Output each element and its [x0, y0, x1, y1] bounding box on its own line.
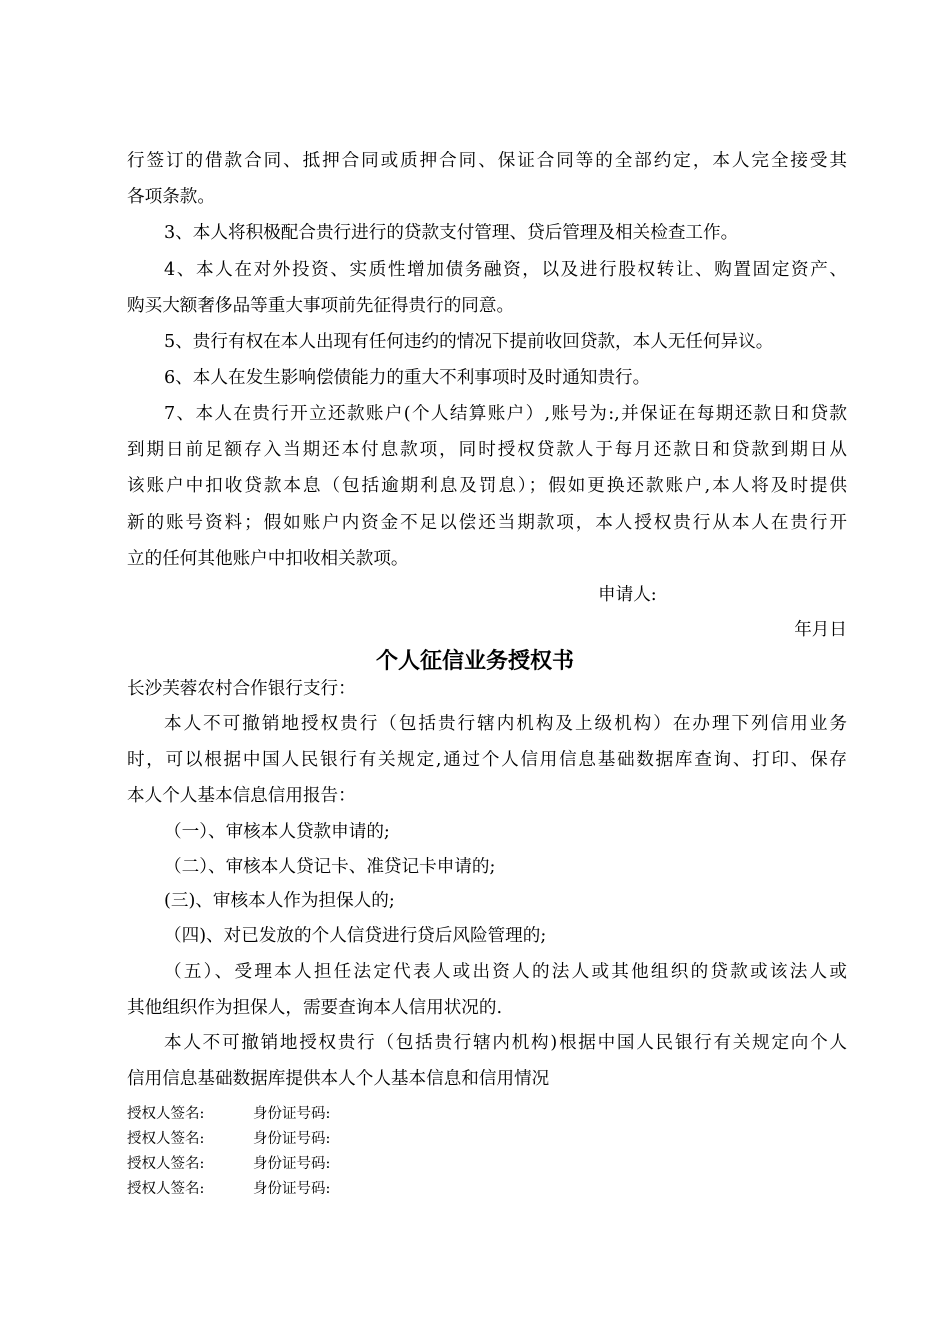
signature-id-label: 身份证号码: [253, 1131, 331, 1147]
auth-closing: 本人不可撤销地授权贵行（包括贵行辖内机构)根据中国人民银行有关规定向个人 [164, 1033, 847, 1053]
continuation-line: 各项条款。 [127, 187, 215, 207]
signature-row [127, 1180, 330, 1198]
continuation-line: 行签订的借款合同、抵押合同或质押合同、保证合同等的全部约定，本人完全接受其 [127, 151, 847, 171]
commitment-item-5: 5、贵行有权在本人出现有任何违约的情况下提前收回贷款，本人无任何异议。 [164, 332, 774, 352]
commitment-item-6: 6、本人在发生影响偿债能力的重大不利事项时及时通知贵行。 [164, 368, 651, 388]
signature-row [127, 1105, 330, 1123]
signature-row [127, 1155, 330, 1173]
auth-title: 个人征信业务授权书 [375, 649, 574, 674]
auth-clause-2: （二）、审核本人贷记卡、准贷记卡申请的; [164, 857, 496, 877]
commitment-item-7-cont: 该账户中扣收贷款本息（包括逾期利息及罚息）；假如更换还款账户,本人将及时提供 [127, 476, 847, 496]
commitment-item-4: 4、本人在对外投资、实质性增加债务融资，以及进行股权转让、购置固定资产、 [164, 260, 847, 280]
auth-closing-cont: 信用信息基础数据库提供本人个人基本信息和信用情况 [127, 1069, 550, 1089]
auth-clause-4: （四)、对已发放的个人信贷进行贷后风险管理的; [164, 926, 547, 946]
auth-intro-cont: 时，可以根据中国人民银行有关规定,通过个人信用信息基础数据库查询、打印、保存 [127, 750, 847, 770]
applicant-label: 申请人: [598, 585, 657, 605]
auth-clause-5-cont: 其他组织作为担保人，需要查询本人信用状况的. [127, 998, 503, 1018]
signature-row [127, 1130, 330, 1148]
commitment-item-7-cont: 新的账号资料；假如账户内资金不足以偿还当期款项，本人授权贵行从本人在贵行开 [127, 513, 847, 533]
signature-name-label: 授权人签名: [127, 1181, 205, 1197]
signature-name-label: 授权人签名: [127, 1131, 205, 1147]
commitment-item-7-cont: 到期日前足额存入当期还本付息款项，同时授权贷款人于每月还款日和贷款到期日从 [127, 440, 847, 460]
commitment-item-3: 3、本人将积极配合贵行进行的贷款支付管理、贷后管理及相关检查工作。 [164, 223, 739, 243]
addressee: 长沙芙蓉农村合作银行支行： [127, 679, 356, 699]
date-label: 年月日 [794, 620, 847, 640]
auth-intro-cont: 本人个人基本信息信用报告： [127, 786, 356, 806]
auth-intro: 本人不可撤销地授权贵行（包括贵行辖内机构及上级机构）在办理下列信用业务 [164, 714, 847, 734]
auth-clause-5: （五）、受理本人担任法定代表人或出资人的法人或其他组织的贷款或该法人或 [164, 962, 847, 982]
auth-clause-3: (三)、审核本人作为担保人的; [164, 891, 395, 911]
signature-name-label: 授权人签名: [127, 1156, 205, 1172]
commitment-item-4-cont: 购买大额奢侈品等重大事项前先征得贵行的同意。 [127, 296, 515, 316]
signature-name-label: 授权人签名: [127, 1106, 205, 1122]
auth-clause-1: （一）、审核本人贷款申请的; [164, 822, 390, 842]
commitment-item-7-cont: 立的任何其他账户中扣收相关款项。 [127, 549, 409, 569]
signature-id-label: 身份证号码: [253, 1181, 331, 1197]
signature-id-label: 身份证号码: [253, 1106, 331, 1122]
signature-id-label: 身份证号码: [253, 1156, 331, 1172]
commitment-item-7: 7、本人在贵行开立还款账户(个人结算账户）,账号为:,并保证在每期还款日和贷款 [164, 404, 847, 424]
